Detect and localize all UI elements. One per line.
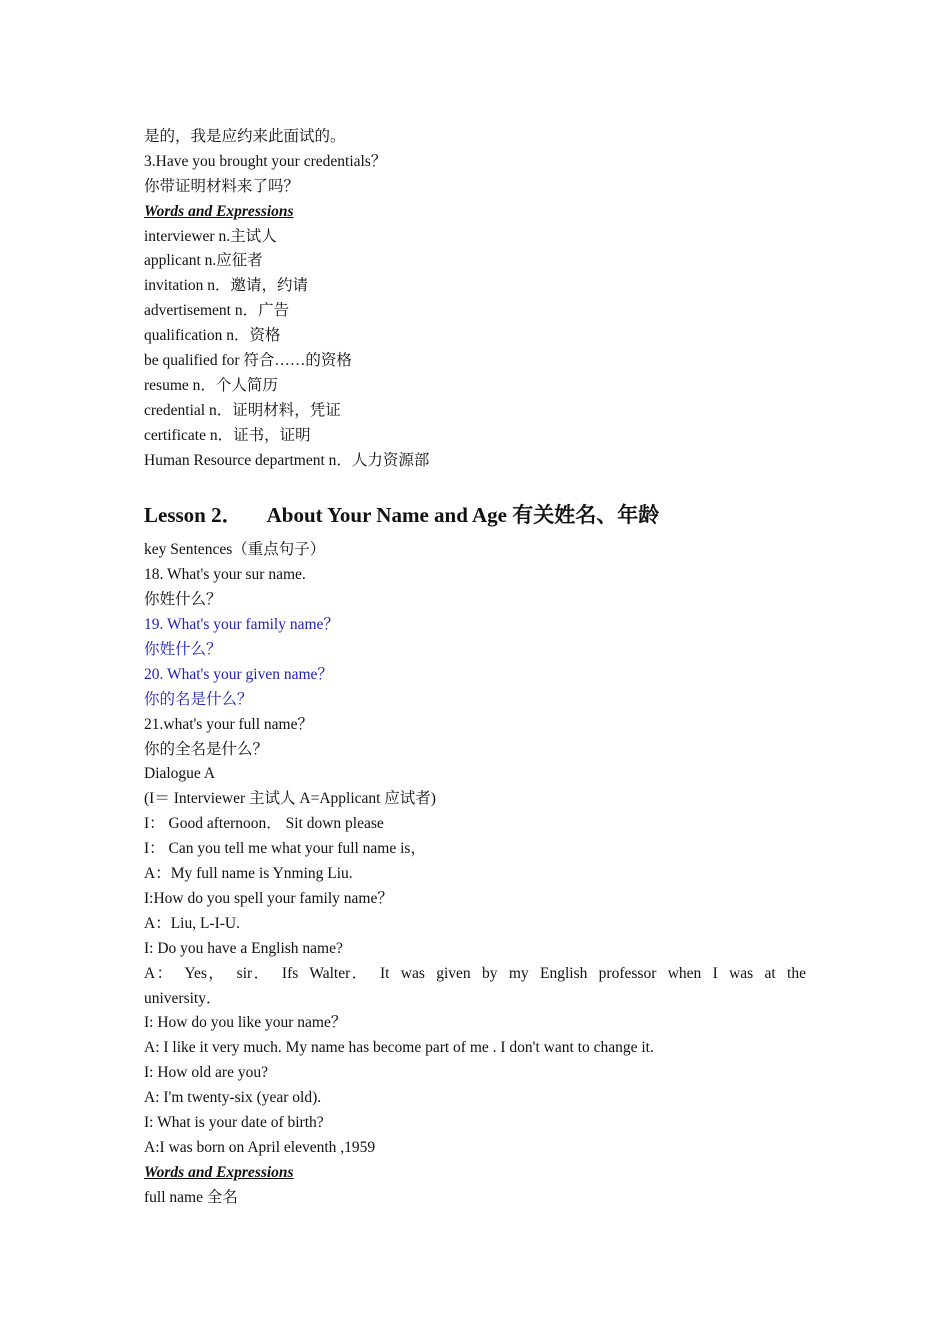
dialogue-line: A：Liu, L-I-U. — [144, 914, 240, 932]
words-expressions-heading: Words and Expressions — [144, 1163, 294, 1181]
section-spacer — [144, 473, 806, 499]
dialogue-line-long — [144, 962, 806, 1012]
vocab-item: applicant n.应征者 — [144, 252, 263, 270]
key-sentence: 你的全名是什么？ — [144, 740, 269, 758]
vocab-item: resume n．个人简历 — [144, 376, 278, 394]
dialogue-title: Dialogue A — [144, 765, 216, 783]
vocab-item: Human Resource department n．人力资源部 — [144, 451, 430, 469]
dialogue-legend: (I＝ Interviewer 主试人 A=Applicant 应试者) — [144, 790, 436, 808]
dialogue-line: A:I was born on April eleventh ,1959 — [144, 1138, 376, 1156]
text-line: 你带证明材料来了吗？ — [144, 177, 300, 195]
dialogue-line: I: What is your date of birth? — [144, 1113, 324, 1131]
key-sentence: 21.what's your full name？ — [144, 715, 313, 733]
vocab-item: certificate n．证书，证明 — [144, 426, 311, 444]
dialogue-line: I： Good afternoon． Sit down please — [144, 815, 384, 833]
vocab-item: full name 全名 — [144, 1188, 238, 1206]
dialogue-line-text: A： Yes， sir． Ifs Walter． It was given by my English professor when I was at the university． — [144, 964, 806, 1007]
dialogue-line: I: Do you have a English name? — [144, 939, 343, 957]
dialogue-line: I: How old are you? — [144, 1064, 268, 1082]
key-sentence: 18. What's your sur name. — [144, 566, 306, 584]
text-line: 3.Have you brought your credentials？ — [144, 152, 387, 170]
vocab-item: advertisement n．广告 — [144, 302, 290, 320]
vocab-item: interviewer n.主试人 — [144, 227, 277, 245]
text-line: 是的，我是应约来此面试的。 — [144, 128, 346, 145]
dialogue-line: I： Can you tell me what your full name is， — [144, 840, 426, 858]
dialogue-line: I: How do you like your name？ — [144, 1014, 347, 1032]
key-sentence-highlighted: 你姓什么？ — [144, 641, 222, 659]
lesson-title: About Your Name and Age 有关姓名、年龄 — [266, 503, 660, 528]
vocab-item: credential n．证明材料，凭证 — [144, 401, 341, 419]
vocab-item: qualification n．资格 — [144, 327, 281, 345]
key-sentences-label: key Sentences（重点句子） — [144, 541, 326, 559]
key-sentence-highlighted: 20. What's your given name？ — [144, 665, 333, 683]
document-page — [144, 125, 806, 1211]
vocab-item: invitation n．邀请，约请 — [144, 277, 309, 295]
lesson-number: Lesson 2． — [144, 503, 243, 528]
vocab-item: be qualified for 符合……的资格 — [144, 352, 352, 370]
dialogue-line: A：My full name is Ynming Liu. — [144, 865, 353, 883]
dialogue-line: A: I'm twenty-six (year old). — [144, 1089, 322, 1107]
dialogue-line: A: I like it very much. My name has become part of me . I don't want to change it. — [144, 1039, 654, 1057]
dialogue-line: I:How do you spell your family name？ — [144, 889, 393, 907]
key-sentence-highlighted: 你的名是什么？ — [144, 690, 253, 708]
key-sentence-highlighted: 19. What's your family name？ — [144, 616, 339, 634]
words-expressions-heading: Words and Expressions — [144, 202, 294, 220]
lesson-heading — [144, 499, 806, 531]
key-sentence: 你姓什么？ — [144, 591, 222, 609]
